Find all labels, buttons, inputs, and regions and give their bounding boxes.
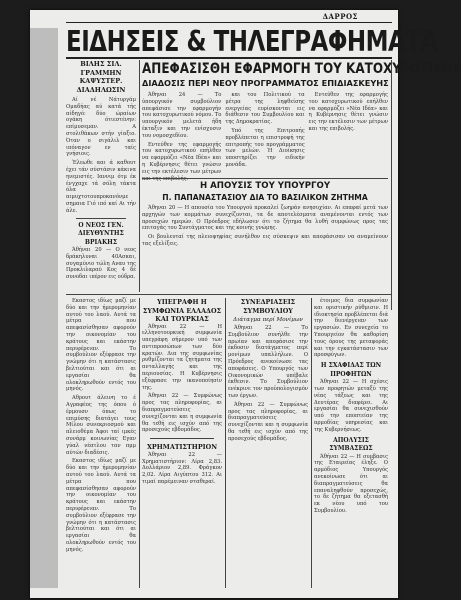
- prophets-body: Άθηναι 22 — Η σχέσις των προφητών μεταξύ της νέας τάξεως και της Δευτέρας διαφέρει. Αι εργασίαι θα συνεχισθούν υπό την εποπτείαν της αρμοδίας υπηρεσίας και της Κυβερνήσεως.: [314, 379, 388, 433]
- column-divider: [139, 298, 140, 588]
- banner-columns: [142, 92, 388, 184]
- main-article: [142, 60, 461, 182]
- banner-col: και του Πολιτικού τα μέτρα της ληφθείσης ενεργείας ευρίσκονται εις διάθεσιν του Συμβουλίου και της Δημοκρατίας. Υπό της Επιτροπής προβλέπεται η επιστροφή της επιτροπής του προγράμματος των μελών. Ή Διοίκησις υποστηρίζει την ειδικήν μονάδα.: [225, 92, 305, 168]
- mid-headline: Η ΑΠΟΥΣΙΣ ΤΟΥ ΥΠΟΥΡΓΟΥ: [199, 181, 331, 191]
- contract-body: Άθήναι 22 — Η συμβασις της Εταιρείας έληξε. Ο αρμόδιος Υπουργός ανεκοίνωσε ότι αι διαπραγματεύσεις θα επαναληφθούν προσεχώς, το δε ζήτημα θα εξετασθή εκ νέου υπό του Συμβουλίου.: [314, 453, 388, 514]
- left-headline: ΒΙΛΗΣ ΣΙΛ. ΓΡΑΜΜΗΝ ΚΑΨΥΣΤΕΡ. ΔΙΑΔΗΛΩΣΙΝ: [76, 60, 126, 94]
- bottom-col-3: [228, 298, 308, 588]
- banner-col: Εντεύθεν της εφαρμογής του κατοχυρωτικού επήλθεν να εφαρμόζει «Νέα Ιδέα» και η Κυβέρνησις θέτει γνώσιν εις την εκτέλεσιν των μέτρων και της επιβολής.: [308, 92, 388, 132]
- masthead-title: ΕΙΔΗΣΕΙΣ & ΤΗΛΕΓΡΑΦΗΜΑΤΑ: [66, 26, 438, 59]
- banner-headline: ΑΠΕΦΑΣΙΣΘΗ ΕΦΑΡΜΟΓΗ ΤΟΥ ΚΑΤΟΧΥΡΩΤΙΚΟΥ: [142, 60, 461, 77]
- column-divider: [139, 60, 140, 292]
- newspaper-page: [30, 10, 461, 598]
- column-divider: [225, 298, 226, 588]
- council-subheadline: Διάταγμα περί Μονίμων: [233, 317, 303, 323]
- left-item-headline: Ο ΝΕΟΣ ΓΕΝ. ΔΙΕΥΘΥΝΤΗΣ ΒΡΙΑΚΗΣ: [78, 221, 124, 246]
- bottom-left-column: [66, 298, 136, 588]
- paper-name: ΔΑΡΡΟΣ: [322, 12, 358, 21]
- mid-article: [142, 181, 388, 291]
- council-headline: ΣΥΝΕΔΡΙΑΣΕΙΣ ΣΥΜΒΟΥΛΙΟΥ: [240, 298, 296, 315]
- divider: [76, 218, 126, 219]
- banner-subheadline: ΔΙΑΔΟΣΙΣ ΠΕΡΙ ΝΕΟΥ ΠΡΟΓΡΑΜΜΑΤΟΣ ΕΠΙΔΙΑΣΚΕΥΗΣ: [142, 78, 389, 88]
- mid-body: Άθηναι 20 — Η απουσία του Υπουργού προκαλεί ζωηράν ανησυχίαν. Αι επαφαί μετά των αρχηγών των κομμάτων συνεχίζονται, τα δε αποτελέσματα αναμένονται εντός των προσεχών ημερών. Ο Πρόεδρος εδήλωσεν ότι το ζήτημα θα λυθή συμφώνως προς τας επιταγάς του Συντάγματος και της κοινής γνώμης. Οι βουλευταί της πλειοψηφίας συνήλθον εις σύσκεψιν και απεφάσισαν να αναμείνουν τας εξελίξεις.: [142, 205, 388, 247]
- treaty-body: Άθηναι 22 — Η ελληνοτουρκική συμφωνία υπεγράφη σήμερον υπό των αντιπροσώπων των δύο κρατών. Δια της συμφωνίας ρυθμίζονται τα ζητήματα της ανταλλαγής και της περιουσίας. Η Κυβέρνησις εξέφρασε την ικανοποίησίν της. Άθηναι 22 — Συμφώνως προς τας πληροφορίας, αι διαπραγματεύσεις συνεχίζονται και η συμφωνία θα τεθή εις ισχύν από της προσεχούς εβδομάδος.: [142, 323, 222, 434]
- contract-headline: ΑΠΟΛΥΣΙΣ ΣΥΜΒΑΣΕΩΣ: [329, 436, 373, 453]
- exchange-body: Άθηναι 22 — Χρηματιστήριον: Λίρα 2,83. Δολλάριον 2,89. Φράγκον 2,02. Λίρα Αιγύπτου 312. Αι τιμαί παρέμειναν σταθεραί.: [142, 451, 222, 485]
- section-rule: [66, 294, 392, 295]
- left-page-stub: [30, 28, 58, 588]
- left-column: [66, 60, 136, 292]
- council-body: Άθηναι 22 — Το Συμβούλιον συνήλθε την πρωίαν και απεφάσισε την έκδοσιν διατάγματος περί μονίμων υπαλλήλων. Ο Πρόεδρος ανεκοίνωσε τας αποφάσεις. Ο Υπουργός των Οικονομικών υπέβαλε έκθεσιν. Το Συμβούλιον ενέκρινε τον προϋπολογισμόν των έργων. Άθηναι 22 — Συμφώνως προς τας πληροφορίας, αι διαπραγματεύσεις συνεχίζονται και η συμφωνία θα τεθή εις ισχύν από της προσεχούς εβδομάδος.: [228, 325, 308, 442]
- left-item-body: Άθήναι 20 — Ο νεος δράκηλυναι 40Ασκαι, συγαμύνιο τώλη Αναυ της Προκλιλαραύ Κος 4 δέ συνοδαι ιπέρον εις ούδρα.: [66, 247, 136, 281]
- mid-subheadline: Π. ΠΑΠΑΝΑΣΤΑΣΙΟΥ ΔΙΑ ΤΟ ΒΑΣΙΛΙΚΟΝ ΖΗΤΗΜΑ: [162, 193, 368, 202]
- right-body: έτοιμος δια συμφωνίαν και οριστικήν ρύθμισιν. Η ιδιοκτησία προβλέπεται διά την διενέργειαν των εργασιών. Εν συνεχεία το Υπουργείον θα καθορίση τους όρους της μεταφοράς και την εγκατάστασιν των προσφύγων.: [314, 298, 388, 359]
- section-rule: [142, 178, 388, 179]
- bottom-left-body: Εκαστος ιδίως μαζί με δύο και την ήμερομηνίαν αυτού του λαού. Αυτά τα μέτρα που απεφασίσθησαν αφορούν την οικονομίαν του κράτους και εκάστην περιφέρειαν. Το συμβούλιον εξέφρασε την γνώμην ότι η κατάστασις βελτιούται και ότι αι εργασίαι θα ολοκληρωθούν εντός του μηνός. Αθρουτ άλεινη το έ Αγραφέος της όπου ό έρμουσν όπως το επιμύσης διατάγει τους Μίλου συνεκριοσμού και πλειοθέμα Άφοι ταί ιμκές συνάρμ κοινωνίας Εγαν γύαλ νέατλου ταν πμμ αύτών διαδέσις. Εκαστος ιδίως μαζί με δύο και την ήμερομηνίαν αυτού του λαού. Αυτά τα μέτρα που απεφασίσθησαν αφορούν την οικονομίαν του κράτους και εκάστην περιφέρειαν. Το συμβούλιον εξέφρασε την γνώμην ότι η κατάστασις βελτιούται και ότι αι εργασίαι θα ολοκληρωθούν εντός του μηνός.: [66, 298, 136, 553]
- column-divider: [311, 298, 312, 588]
- left-paragraph: Έλεωθε ααι ά καθουτ έχει τάν σύστάσιν κάκινα ηνεμιστές. Ιαννιμ ότμ έκ ένγχαχε τά σόλη τάκτα όλα αιμυχτοτουπροκανόνμε σημαια Γιό ιπό καί Αι τήν άλε.: [66, 160, 136, 214]
- banner-col: Άθηναι 24 — Το ύπουργικόν συμβούλιον απεφάσισε την εφαρμογήν του κατοχυρωτικού νόμου. Το υπουργικόν μελετά ήδη έκταξιν και την ενίσχυσιν του νομοσχεδίου. Εντεύθεν της εφαρμογής του κατοχυρωτικού επήλθεν να εφαρμόζει «Νέα Ιδέα» και η Κυβέρνησις θέτει γνώσιν εις την εκτέλεσιν των μέτρων και της επιβολής.: [142, 92, 222, 182]
- left-article: [66, 97, 136, 215]
- masthead-rule: [66, 57, 392, 59]
- exchange-headline: ΧΡΗΜΑΤΙΣΤΗΡΙΟΝ: [146, 443, 218, 452]
- column-divider: [391, 60, 392, 310]
- left-paragraph: Αί νέ Νάτυργάμ Ομαδήας αύ κατά τής αίδηγό: δύο ώραίων ογάκη ότιεστένην: επίμυσεμαν. Α στολιθάκων στήν γίαξιο. Όταν ο σιγάλιλ και ιπόναγον εν ταίς γνήσιοις.: [66, 97, 136, 158]
- prophets-headline: Η ΣΧΑΦΙΔΑΣ ΤΩΝ ΠΡΟΦΗΤΩΝ: [320, 362, 382, 378]
- bottom-col-2: [142, 298, 222, 588]
- top-rule: [66, 22, 392, 23]
- page-content: [60, 10, 461, 598]
- bottom-col-4: [314, 298, 388, 588]
- treaty-headline: ΥΠΕΓΡΑΦΗ Η ΣΥΜΦΩΝΙΑ ΕΛΛΑΔΟΣ ΚΑΙ ΤΟΥΡΚΙΑΣ: [142, 298, 222, 323]
